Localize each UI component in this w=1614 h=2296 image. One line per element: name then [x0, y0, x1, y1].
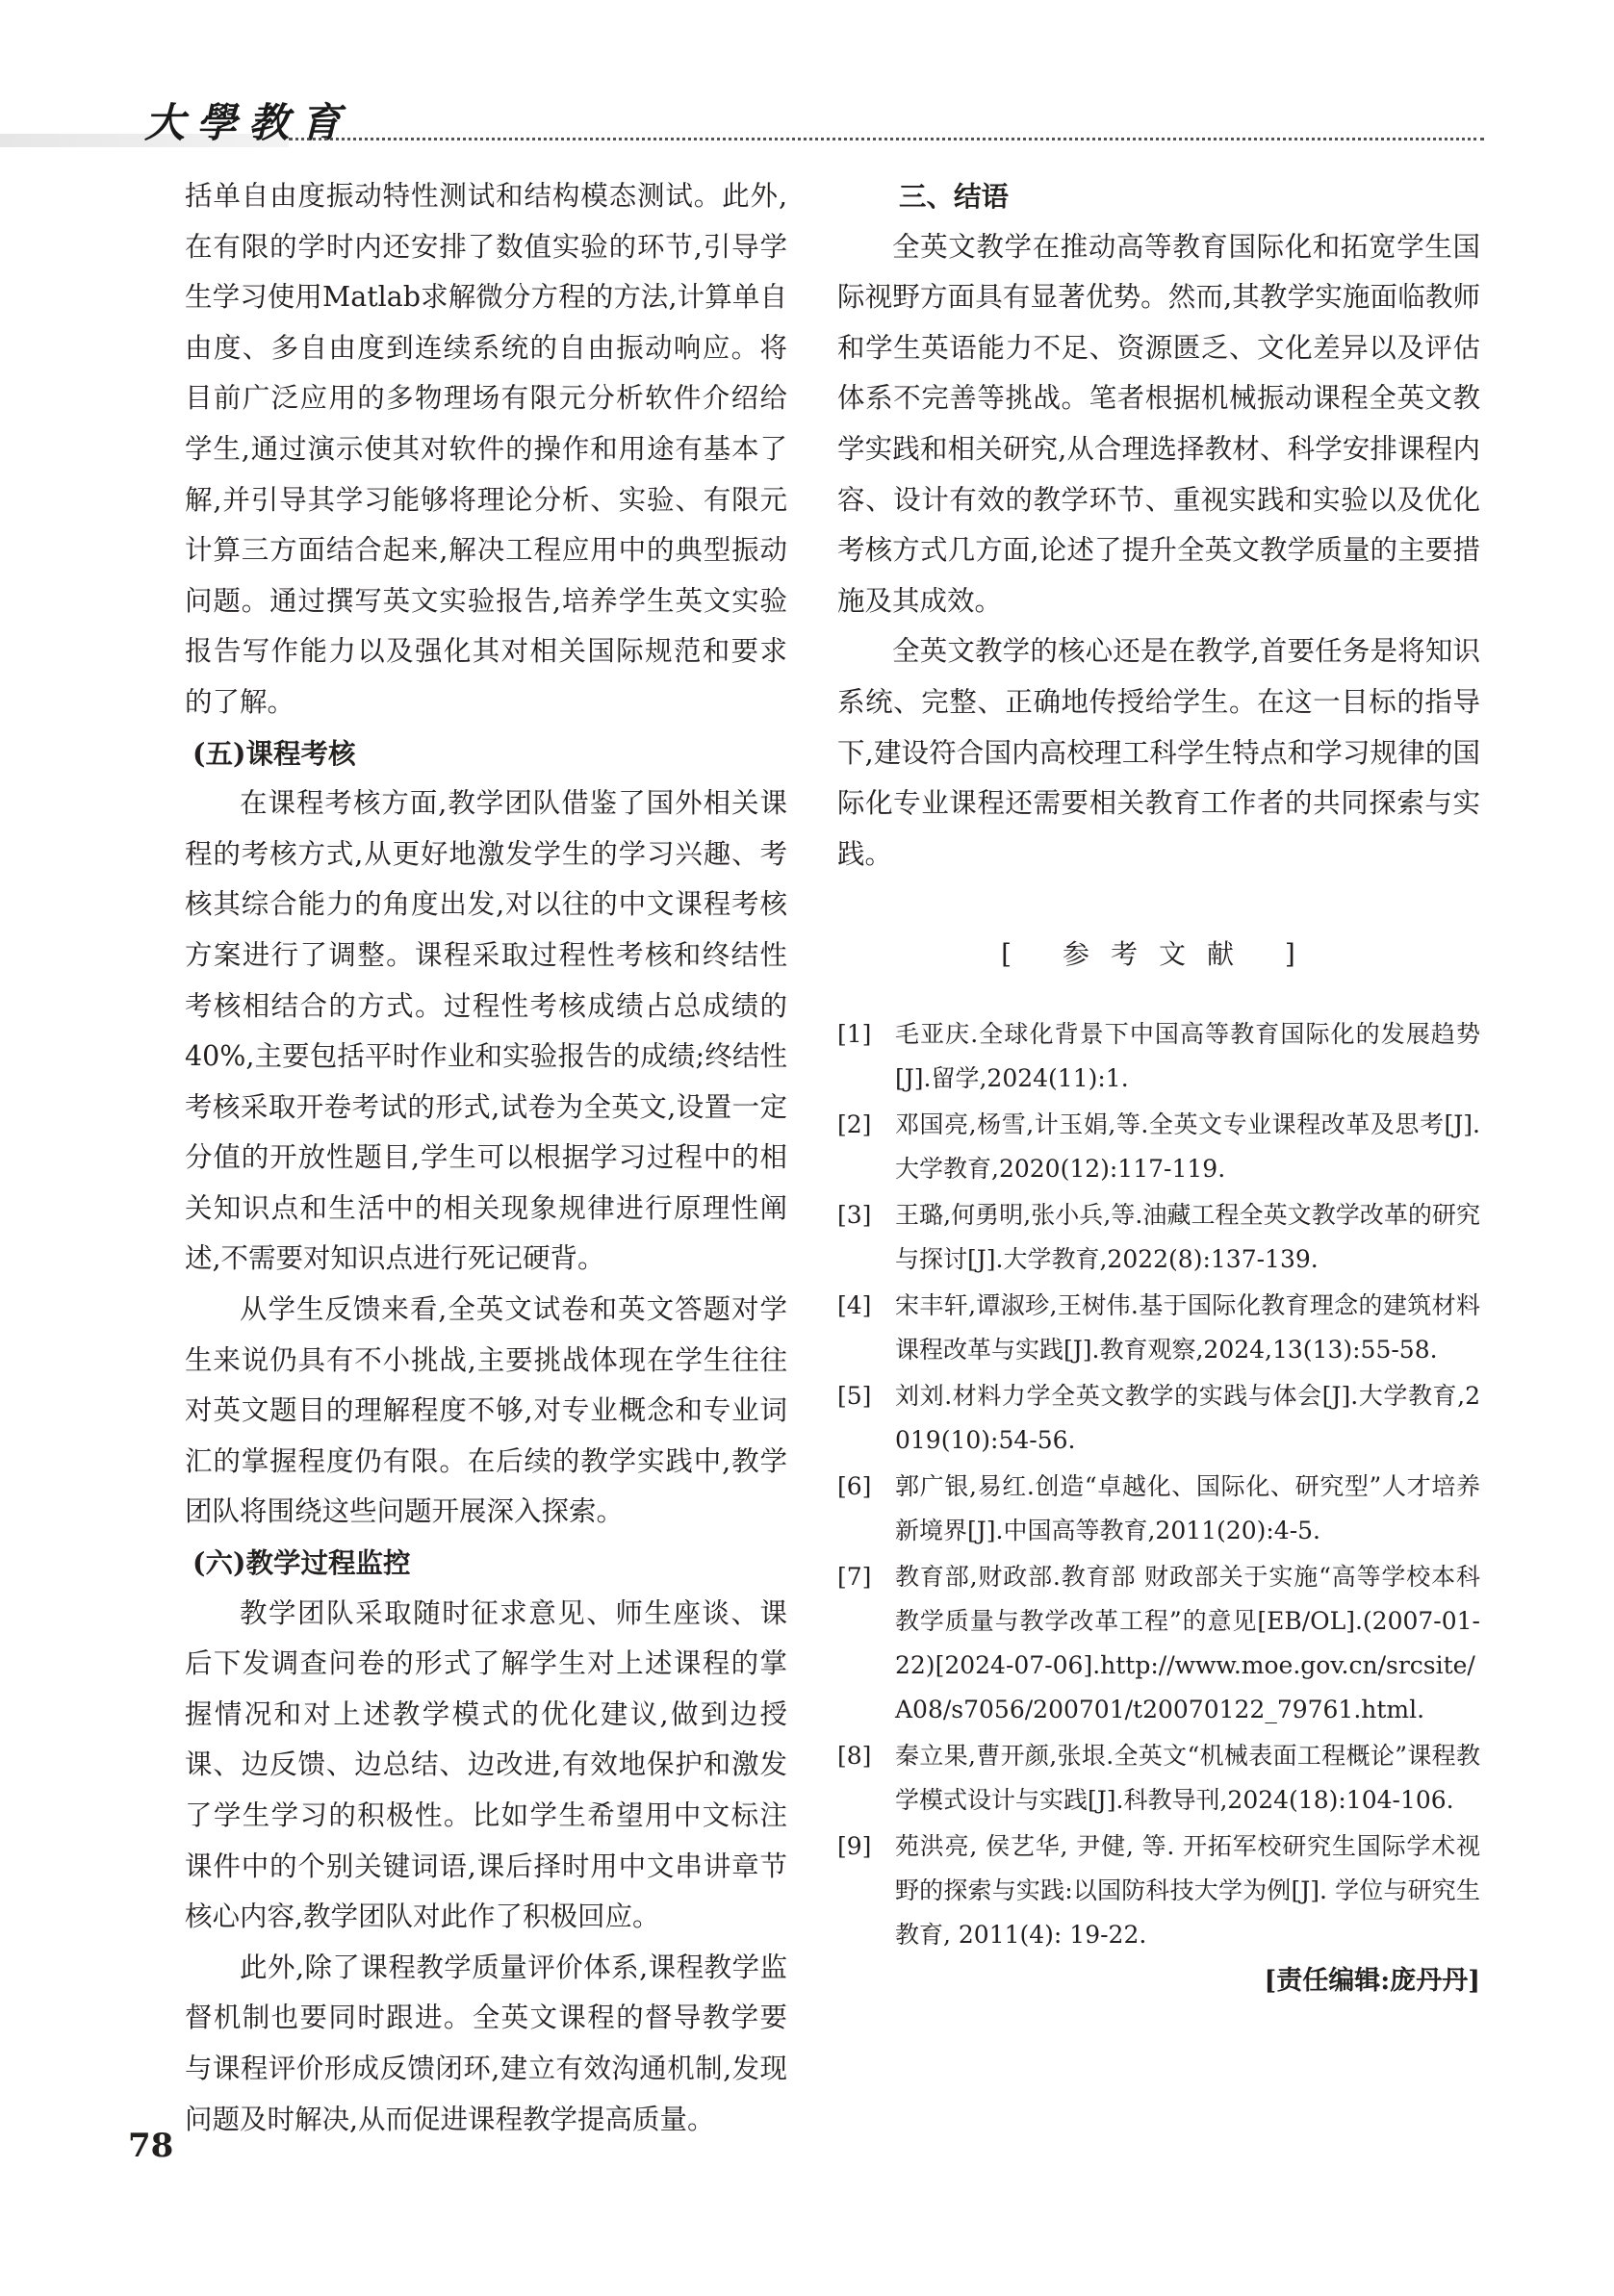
page-header	[0, 91, 1614, 149]
reference-text: 王璐,何勇明,张小兵,等.油藏工程全英文教学改革的研究与探讨[J].大学教育,2022(8):137-139.	[895, 1201, 1480, 1274]
reference-item	[837, 1284, 1480, 1372]
reference-item	[837, 1734, 1480, 1823]
header-dotted-rule	[289, 138, 1484, 140]
paragraph: 全英文教学在推动高等教育国际化和拓宽学生国际视野方面具有显著优势。然而,其教学实施面临教师和学生英语能力不足、资源匮乏、文化差异以及评估体系不完善等挑战。笔者根据机械振动课程全英文教学实践和相关研究,从合理选择教材、科学安排课程内容、设计有效的教学环节、重视实践和实验以及优化考核方式几方面,论述了提升全英文教学质量的主要措施及其成效。	[837, 230, 1480, 617]
reference-item	[837, 1465, 1480, 1553]
reference-text: 郭广银,易红.创造“卓越化、国际化、研究型”人才培养新境界[J].中国高等教育,2011(20):4-5.	[895, 1472, 1480, 1545]
reference-item	[837, 1374, 1480, 1463]
reference-list	[837, 1012, 1480, 1957]
section-heading: (六)教学过程监控	[192, 1546, 411, 1580]
reference-item	[837, 1193, 1480, 1282]
page-number: 78	[128, 2127, 174, 2165]
reference-text: 教育部,财政部.教育部 财政部关于实施“高等学校本科教学质量与教学改革工程”的意见[EB/OL].(2007-01-22)[2024-07-06].http://www.moe.gov.cn/srcsite/A08/s7056/200701/t20070122_79761.html.	[895, 1563, 1480, 1724]
editor-credit: [责任编辑:庞丹丹]	[1264, 1966, 1480, 1997]
reference-item	[837, 1555, 1480, 1732]
reference-number: [2]	[837, 1110, 872, 1139]
reference-text: 毛亚庆.全球化背景下中国高等教育国际化的发展趋势[J].留学,2024(11):1.	[895, 1020, 1480, 1093]
reference-text: 刘刘.材料力学全英文教学的实践与体会[J].大学教育,2019(10):54-56.	[895, 1382, 1480, 1455]
paragraph: 此外,除了课程教学质量评价体系,课程教学监督机制也要同时跟进。全英文课程的督导教学要与课程评价形成反馈闭环,建立有效沟通机制,发现问题及时解决,从而促进课程教学提高质量。	[185, 1951, 787, 2135]
reference-number: [8]	[837, 1742, 872, 1771]
reference-number: [9]	[837, 1832, 872, 1861]
reference-number: [6]	[837, 1472, 872, 1501]
reference-text: 秦立果,曹开颜,张垠.全英文“机械表面工程概论”课程教学模式设计与实践[J].科教导刊,2024(18):104-106.	[895, 1742, 1480, 1815]
journal-logo: 大學教育	[144, 99, 353, 146]
reference-number: [3]	[837, 1201, 872, 1230]
section-heading: 三、结语	[899, 180, 1010, 213]
references-title: [ 参考文献 ]	[1001, 938, 1317, 971]
reference-number: [1]	[837, 1020, 872, 1049]
reference-item	[837, 1012, 1480, 1101]
reference-number: [4]	[837, 1291, 872, 1320]
reference-text: 宋丰轩,谭淑珍,王树伟.基于国际化教育理念的建筑材料课程改革与实践[J].教育观察,2024,13(13):55-58.	[895, 1291, 1480, 1365]
left-column	[185, 171, 787, 2145]
paragraph: 全英文教学的核心还是在教学,首要任务是将知识系统、完整、正确地传授给学生。在这一目标的指导下,建设符合国内高校理工科学生特点和学习规律的国际化专业课程还需要相关教育工作者的共同探索与实践。	[837, 635, 1480, 870]
reference-number: [5]	[837, 1382, 872, 1411]
reference-text: 邓国亮,杨雪,计玉娟,等.全英文专业课程改革及思考[J].大学教育,2020(12):117-119.	[895, 1110, 1480, 1184]
paragraph: 从学生反馈来看,全英文试卷和英文答题对学生来说仍具有不小挑战,主要挑战体现在学生往往对英文题目的理解程度不够,对专业概念和专业词汇的掌握程度仍有限。在后续的教学实践中,教学团队将围绕这些问题开展深入探索。	[185, 1293, 787, 1528]
right-column	[837, 171, 1480, 2003]
reference-number: [7]	[837, 1563, 872, 1592]
reference-text: 苑洪亮, 侯艺华, 尹健, 等. 开拓军校研究生国际学术视野的探索与实践:以国防科技大学为例[J]. 学位与研究生教育, 2011(4): 19-22.	[895, 1832, 1480, 1950]
paragraph: 在课程考核方面,教学团队借鉴了国外相关课程的考核方式,从更好地激发学生的学习兴趣、考核其综合能力的角度出发,对以往的中文课程考核方案进行了调整。课程采取过程性考核和终结性考核相结合的方式。过程性考核成绩占总成绩的40%,主要包括平时作业和实验报告的成绩;终结性考核采取开卷考试的形式,试卷为全英文,设置一定分值的开放性题目,学生可以根据学习过程中的相关知识点和生活中的相关现象规律进行原理性阐述,不需要对知识点进行死记硬背。	[185, 787, 787, 1275]
paragraph: 括单自由度振动特性测试和结构模态测试。此外,在有限的学时内还安排了数值实验的环节,引导学生学习使用Matlab求解微分方程的方法,计算单自由度、多自由度到连续系统的自由振动响应。将目前广泛应用的多物理场有限元分析软件介绍给学生,通过演示使其对软件的操作和用途有基本了解,并引导其学习能够将理论分析、实验、有限元计算三方面结合起来,解决工程应用中的典型振动问题。通过撰写英文实验报告,培养学生英文实验报告写作能力以及强化其对相关国际规范和要求的了解。	[185, 180, 787, 718]
section-heading: (五)课程考核	[192, 736, 356, 770]
reference-item	[837, 1103, 1480, 1191]
paragraph: 教学团队采取随时征求意见、师生座谈、课后下发调查问卷的形式了解学生对上述课程的掌握情况和对上述教学模式的优化建议,做到边授课、边反馈、边总结、边改进,有效地保护和激发了学生学习的积极性。比如学生希望用中文标注课件中的个别关键词语,课后择时用中文串讲章节核心内容,教学团队对此作了积极回应。	[185, 1596, 787, 1933]
reference-item	[837, 1824, 1480, 1957]
